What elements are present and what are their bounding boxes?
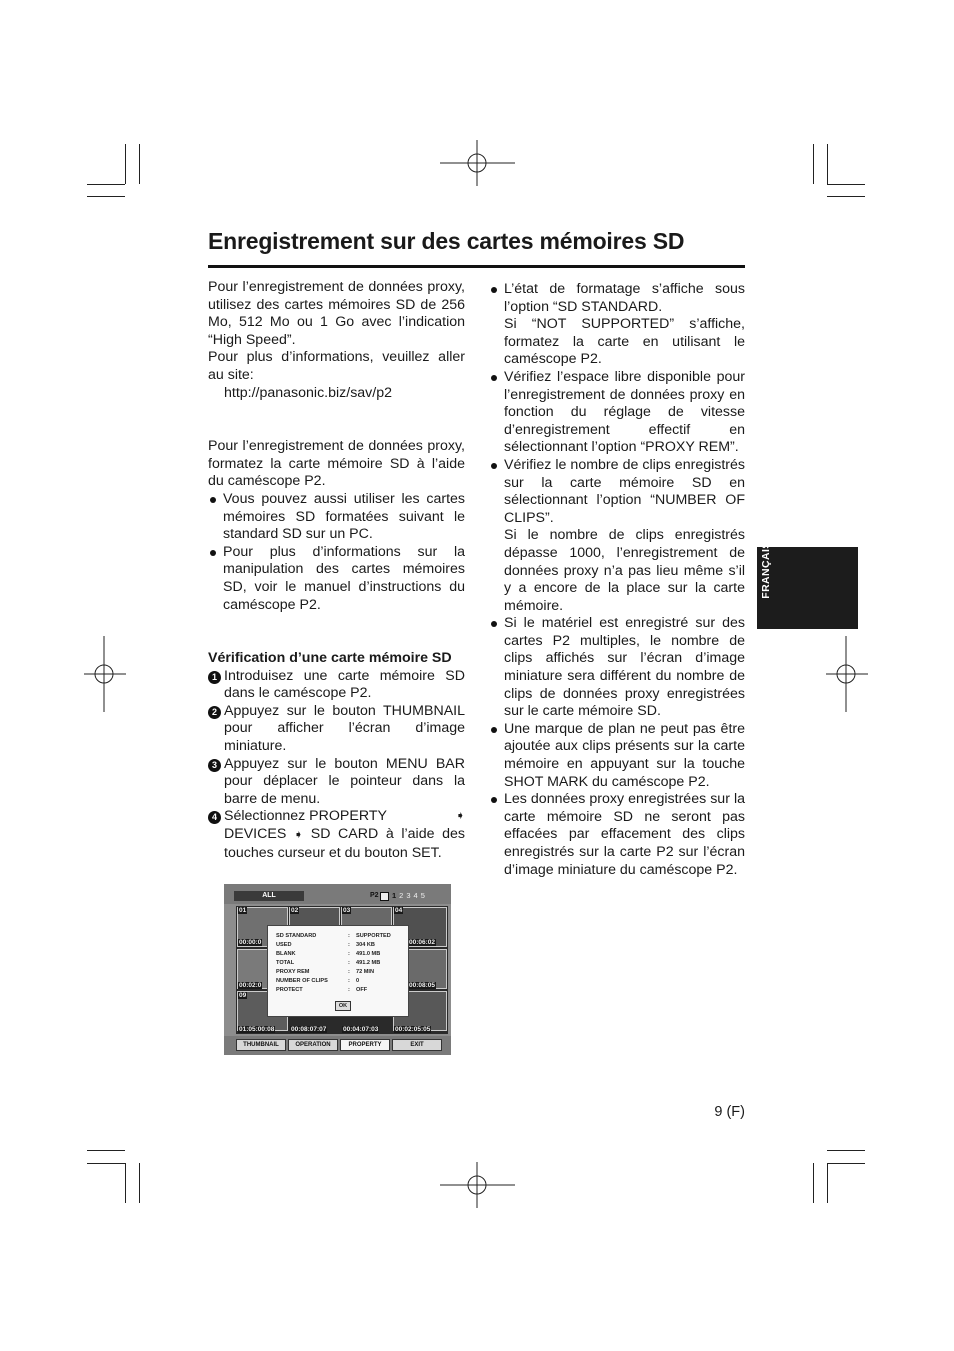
dialog-row: PROXY REM : 72 MIN xyxy=(276,969,375,975)
exit-button[interactable]: EXIT xyxy=(392,1039,442,1051)
dialog-row: SD STANDARD : SUPPORTED xyxy=(276,933,391,939)
page-indicator: 12345 xyxy=(392,891,428,900)
info-paragraph: Pour plus d’informations, veuillez aller au site: xyxy=(208,349,465,383)
p2-label: P2 xyxy=(370,892,379,899)
thumbnail-button[interactable]: THUMBNAIL xyxy=(236,1039,286,1051)
clip-number: 02 xyxy=(291,907,299,914)
card-icon xyxy=(380,892,389,901)
bullet-icon xyxy=(491,463,497,469)
step-item: 2 Appuyez sur le bouton THUMBNAIL pour afficher l’écran d’image miniature. xyxy=(208,703,465,756)
timecode: 00:04:07:03 xyxy=(343,1026,379,1033)
step-number-icon: 3 xyxy=(208,759,221,772)
timecode: 00:06:02 xyxy=(409,939,436,946)
step-item: 4 Sélectionnez PROPERTY ➧ DEVICES ➧ SD CARD à l’aide des touches curseur et du bouton SET. xyxy=(208,808,465,862)
clip-number: 01 xyxy=(239,907,247,914)
dialog-row: TOTAL : 491.2 MB xyxy=(276,960,381,966)
clip-number: 09 xyxy=(239,992,247,999)
dialog-row: USED : 304 KB xyxy=(276,942,375,948)
timecode: 01:05:00:08 xyxy=(239,1026,275,1033)
screen-top-bar xyxy=(224,884,451,904)
list-item: Une marque de plan ne peut pas être ajoutée aux clips présents sur la carte mémoire en appuyant sur la touche SHOT MARK du caméscope P2. xyxy=(489,721,745,791)
step-number-icon: 1 xyxy=(208,671,221,684)
list-item: Pour plus d’informations sur la manipulation des cartes mémoires SD, voir le manuel d’instructions du caméscope P2. xyxy=(208,544,465,614)
dialog-row: PROTECT : OFF xyxy=(276,987,368,993)
dialog-row: NUMBER OF CLIPS : 0 xyxy=(276,978,360,984)
page-title: Enregistrement sur des cartes mémoires SD xyxy=(208,228,685,254)
language-tab-label: FRANÇAIS xyxy=(760,541,772,599)
list-item-continuation: Si “NOT SUPPORTED” s’affiche, formatez la carte en utilisant le caméscope P2. xyxy=(504,316,745,368)
step-number-icon: 2 xyxy=(208,706,221,719)
section-heading: Vérification d’une carte mémoire SD xyxy=(208,650,452,667)
timecode: 00:08:07:07 xyxy=(291,1026,327,1033)
bullet-icon xyxy=(491,797,497,803)
timecode: 00:02:05:05 xyxy=(395,1026,431,1033)
list-item: Vous pouvez aussi utiliser les cartes mémoires SD formatées suivant le standard SD sur un PC. xyxy=(208,491,465,544)
ok-button[interactable]: OK xyxy=(335,1001,351,1011)
language-tab xyxy=(757,541,858,629)
right-column xyxy=(489,281,745,879)
left-column xyxy=(208,279,465,862)
dialog-row: BLANK : 491.0 MB xyxy=(276,951,381,957)
list-item: Vérifiez le nombre de clips enregistrés sur la carte mémoire SD en sélectionnant l’option “NUMBER OF CLIPS”. xyxy=(489,457,745,527)
list-item: Vérifiez l’espace libre disponible pour l’enregistrement de données proxy en fonction du réglage de vitesse d’enregistrement effectif en sélectionnant l’option “PROXY REM”. xyxy=(489,369,745,457)
camera-screen-screenshot xyxy=(224,884,451,1055)
bullet-icon xyxy=(491,287,497,293)
title-rule xyxy=(208,265,745,268)
timecode: 00:00:0 xyxy=(239,939,262,946)
bullet-icon xyxy=(491,727,497,733)
list-item: Si le matériel est enregistré sur des cartes P2 multiples, le nombre de clips affichés sur l’écran d’image miniature sera différent du nombre de clips de données proxy enregistrées sur le carte mémoire SD. xyxy=(489,615,745,721)
arrow-right-icon: ➧ xyxy=(293,829,304,842)
step-number-icon: 4 xyxy=(208,811,221,824)
step-item: 1 Introduisez une carte mémoire SD dans le caméscope P2. xyxy=(208,668,465,703)
screen-bottom-bar xyxy=(224,1036,451,1055)
list-item: Les données proxy enregistrées sur la carte mémoire SD ne seront pas effacées par effacement des clips enregistrés sur la carte P2 sur l’écran d’image miniature du caméscope P2. xyxy=(489,791,745,879)
format-paragraph: Pour l’enregistrement de données proxy, formatez la carte mémoire SD à l’aide du caméscope P2. xyxy=(208,438,465,490)
clip-number: 04 xyxy=(395,907,403,914)
page-number: 9 (F) xyxy=(714,1104,745,1120)
property-button[interactable]: PROPERTY xyxy=(340,1039,390,1051)
support-url: http://panasonic.biz/sav/p2 xyxy=(224,384,392,401)
intro-paragraph: Pour l’enregistrement de données proxy, utilisez des cartes mémoires SD de 256 Mo, 512 Mo ou 1 Go avec l’indication “High Speed”. xyxy=(208,279,465,348)
clip-number: 03 xyxy=(343,907,351,914)
all-tab: ALL xyxy=(234,891,304,901)
bullet-icon xyxy=(210,497,216,503)
timecode: 00:02:0 xyxy=(239,982,262,989)
bullet-icon xyxy=(491,621,497,627)
bullet-icon xyxy=(491,375,497,381)
operation-button[interactable]: OPERATION xyxy=(288,1039,338,1051)
arrow-right-icon: ➧ xyxy=(455,810,465,823)
timecode: 00:08:05 xyxy=(409,982,436,989)
step-item: 3 Appuyez sur le bouton MENU BAR pour déplacer le pointeur dans la barre de menu. xyxy=(208,756,465,809)
property-dialog xyxy=(267,925,409,1017)
list-item: L’état de formatage s’affiche sous l’option “SD STANDARD. xyxy=(489,281,745,316)
list-item-continuation: Si le nombre de clips enregistrés dépasse 1000, l’enregistrement de données proxy n’a pas lieu même s’il y a encore de la place sur la carte mémoire. xyxy=(504,527,745,614)
bullet-icon xyxy=(210,550,216,556)
